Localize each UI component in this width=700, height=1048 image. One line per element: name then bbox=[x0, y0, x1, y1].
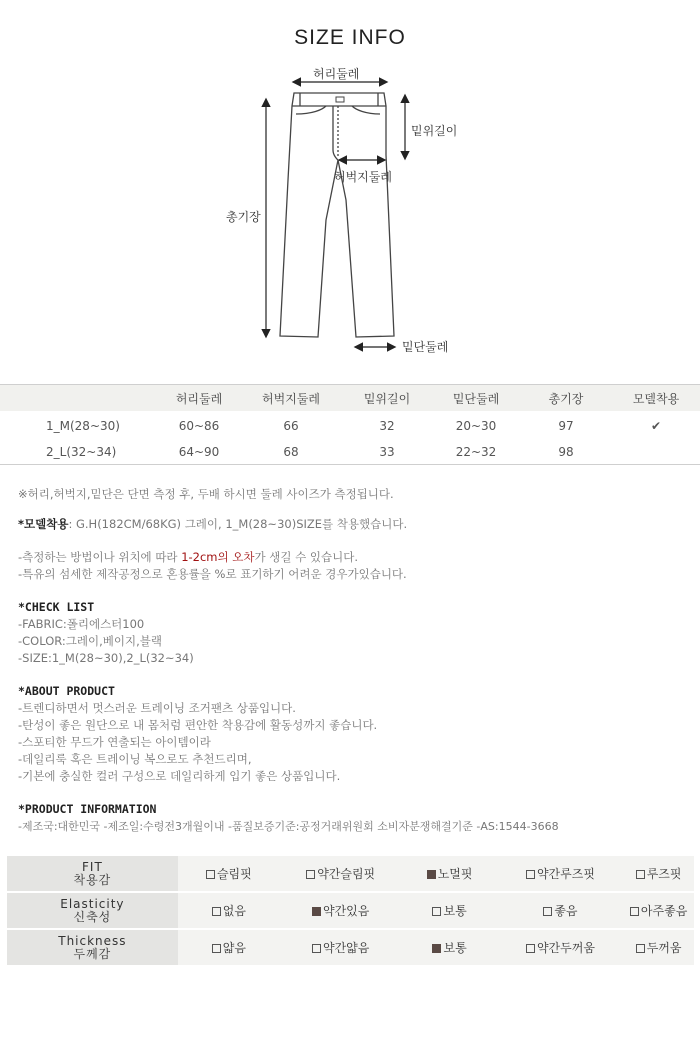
rise-label: 밑위길이 bbox=[411, 124, 458, 138]
check-list-heading: *CHECK LIST bbox=[18, 600, 95, 614]
fit-row bbox=[7, 856, 694, 892]
divider bbox=[0, 384, 700, 385]
header-cell: 밑단둘레 bbox=[452, 391, 500, 406]
value-cell: 20~30 bbox=[455, 419, 497, 433]
fit-label-ko: 착용감 bbox=[73, 872, 112, 887]
fit-label-en: Elasticity bbox=[60, 896, 125, 911]
checked-box-icon bbox=[432, 944, 441, 953]
value-cell: 64~90 bbox=[178, 445, 220, 459]
fit-option bbox=[498, 892, 624, 929]
value-cell: 68 bbox=[283, 445, 299, 459]
unchecked-box-icon bbox=[543, 907, 552, 916]
fit-row-label bbox=[7, 892, 178, 929]
fit-option-label: 노멀핏 bbox=[437, 867, 473, 881]
value-cell: 66 bbox=[283, 419, 299, 433]
check-icon: ✔ bbox=[650, 419, 662, 433]
unchecked-box-icon bbox=[206, 870, 215, 879]
list-item: -SIZE:1_M(28~30),2_L(32~34) bbox=[18, 651, 194, 665]
fit-option-label: 약간있음 bbox=[322, 904, 370, 918]
fit-option-label: 보통 bbox=[443, 904, 467, 918]
fit-option-label: 루즈핏 bbox=[646, 867, 682, 881]
header-cell: 허리둘레 bbox=[175, 391, 223, 406]
fit-label-ko: 두께감 bbox=[73, 946, 112, 961]
fit-label-ko: 신축성 bbox=[73, 909, 112, 924]
list-item: -탄성이 좋은 원단으로 내 몸처럼 편안한 착용감에 활동성까지 좋습니다. bbox=[18, 718, 378, 732]
fit-option-label: 약간루즈핏 bbox=[536, 867, 595, 881]
measure-note: ※허리,허벅지,밑단은 단면 측정 후, 두배 하시면 둘레 사이즈가 측정됩니다. bbox=[18, 487, 394, 501]
fit-option bbox=[623, 856, 694, 892]
pants-size-diagram bbox=[0, 60, 700, 360]
thigh-label: 허벅지둘레 bbox=[334, 170, 392, 184]
value-cell: 98 bbox=[558, 445, 574, 459]
header-cell bbox=[0, 385, 158, 411]
fit-row-label bbox=[7, 929, 178, 966]
fit-option bbox=[498, 856, 624, 892]
header-cell: 총기장 bbox=[548, 391, 584, 406]
fit-option bbox=[623, 892, 694, 929]
fit-option bbox=[401, 892, 497, 929]
fit-option-label: 약간두꺼움 bbox=[536, 941, 595, 955]
header-cell: 모델착용 bbox=[632, 391, 680, 406]
size-table-header bbox=[0, 385, 700, 411]
fit-option-label: 보통 bbox=[443, 941, 467, 955]
fit-option bbox=[280, 856, 402, 892]
fit-option bbox=[498, 929, 624, 966]
unchecked-box-icon bbox=[432, 907, 441, 916]
header-cell: 밑위길이 bbox=[363, 391, 411, 406]
error-text: -측정하는 방법이나 위치에 따라 bbox=[18, 550, 182, 564]
product-information-line: -제조국:대한민국 -제조일:수령전3개월이내 -품질보증기준:공정거래위원회 소비자분쟁해결기준 -AS:1544-3668 bbox=[18, 820, 559, 833]
table-row bbox=[0, 439, 700, 465]
fit-option bbox=[401, 856, 497, 892]
model-note bbox=[18, 516, 688, 533]
hem-label: 밑단둘레 bbox=[402, 340, 449, 354]
error-text: 가 생길 수 있습니다. bbox=[254, 550, 358, 564]
fit-option-label: 약간슬림핏 bbox=[317, 867, 376, 881]
product-information-heading: *PRODUCT INFORMATION bbox=[18, 802, 157, 816]
list-item: -COLOR:그레이,베이지,블랙 bbox=[18, 634, 162, 648]
unchecked-box-icon bbox=[306, 870, 315, 879]
model-text: : G.H(182CM/68KG) 그레이, 1_M(28~30)SIZE를 착용했습니다. bbox=[68, 517, 408, 531]
fit-option-label: 좋음 bbox=[554, 904, 578, 918]
unchecked-box-icon bbox=[630, 907, 639, 916]
about-product-heading: *ABOUT PRODUCT bbox=[18, 684, 115, 698]
fit-row-label bbox=[7, 856, 178, 892]
checked-box-icon bbox=[427, 870, 436, 879]
error-highlight: 1-2cm의 오차 bbox=[181, 550, 255, 564]
fit-label-en: Thickness bbox=[58, 933, 127, 948]
value-cell: 60~86 bbox=[178, 419, 220, 433]
fit-option bbox=[280, 892, 402, 929]
list-item: -FABRIC:폴리에스터100 bbox=[18, 617, 145, 631]
fit-option bbox=[623, 929, 694, 966]
fit-row bbox=[7, 892, 694, 929]
fit-option-label: 얇음 bbox=[222, 941, 246, 955]
size-cell: 2_L(32~34) bbox=[46, 445, 117, 459]
fit-option bbox=[178, 856, 280, 892]
fit-option-label: 약간얇음 bbox=[322, 941, 370, 955]
length-label: 총기장 bbox=[226, 210, 261, 224]
checked-box-icon bbox=[312, 907, 321, 916]
fit-option bbox=[178, 892, 280, 929]
unchecked-box-icon bbox=[636, 870, 645, 879]
value-cell: 33 bbox=[379, 445, 395, 459]
fit-row bbox=[7, 929, 694, 966]
value-cell bbox=[612, 439, 700, 465]
list-item: -스포티한 무드가 연출되는 아이템이라 bbox=[18, 735, 211, 749]
blend-note: -특유의 섬세한 제작공정으로 혼용률을 %로 표기하기 어려운 경우가있습니다. bbox=[18, 567, 407, 581]
size-table bbox=[0, 385, 700, 465]
fit-option-label: 없음 bbox=[222, 904, 246, 918]
unchecked-box-icon bbox=[526, 944, 535, 953]
value-cell: 22~32 bbox=[455, 445, 497, 459]
unchecked-box-icon bbox=[212, 907, 221, 916]
fit-option bbox=[178, 929, 280, 966]
fit-option-label: 슬림핏 bbox=[216, 867, 252, 881]
header-cell: 허벅지둘레 bbox=[262, 391, 320, 406]
list-item: -트렌디하면서 멋스러운 트레이닝 조거팬츠 상품입니다. bbox=[18, 701, 296, 715]
product-notes bbox=[18, 486, 688, 835]
list-item: -기본에 충실한 컬러 구성으로 데일리하게 입기 좋은 상품입니다. bbox=[18, 769, 341, 783]
fit-option bbox=[401, 929, 497, 966]
fit-option bbox=[280, 929, 402, 966]
pants-illustration bbox=[0, 60, 700, 360]
value-cell: 32 bbox=[379, 419, 395, 433]
table-row bbox=[0, 411, 700, 439]
error-note bbox=[18, 549, 688, 566]
page-title: SIZE INFO bbox=[294, 26, 406, 49]
fit-table bbox=[7, 856, 694, 966]
value-cell: 97 bbox=[558, 419, 574, 433]
fit-label-en: FIT bbox=[82, 859, 103, 874]
unchecked-box-icon bbox=[636, 944, 645, 953]
unchecked-box-icon bbox=[526, 870, 535, 879]
divider bbox=[0, 464, 700, 465]
unchecked-box-icon bbox=[312, 944, 321, 953]
model-heading: *모델착용 bbox=[18, 517, 69, 531]
waist-label: 허리둘레 bbox=[313, 67, 360, 81]
fit-option-label: 두꺼움 bbox=[646, 941, 682, 955]
unchecked-box-icon bbox=[212, 944, 221, 953]
fit-option-label: 아주좋음 bbox=[640, 904, 688, 918]
size-cell: 1_M(28~30) bbox=[46, 419, 120, 433]
list-item: -데일리룩 혹은 트레이닝 복으로도 추천드리며, bbox=[18, 752, 252, 766]
